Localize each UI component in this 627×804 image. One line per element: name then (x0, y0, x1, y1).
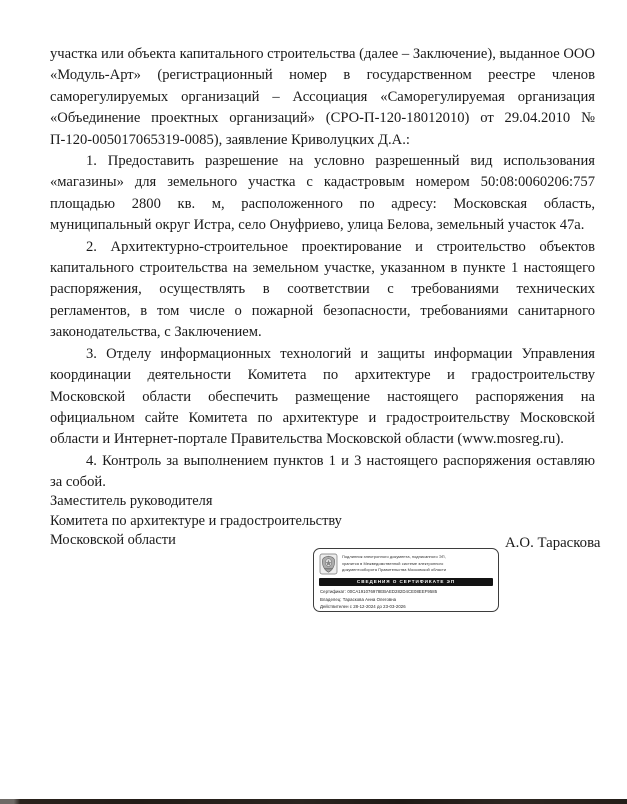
stamp-certificate-serial: Сертификат: 00CA191076978EBAED282D4CE08EEF9585 (320, 589, 438, 595)
stamp-certificate-details (319, 588, 493, 610)
signatory-name: А.О. Тараскова (505, 535, 601, 551)
paragraph-item-3: 3. Отделу информационных технологий и защиты информации Управления координации деятельности Комитета по архитектуре и градостроительству Московской области обеспечить размещение настоящего распоряжения на официальном сайте Комитета по архитектуре и градостроительству Московской области и Интернет-портале Правительства Московской области (www.mosreg.ru). (50, 345, 595, 448)
stamp-notice-line-1: Подлинник электронного документа, подписанного ЭП, (342, 554, 446, 559)
paragraph-item-2: 2. Архитектурно-строительное проектирование и строительство объектов капитального строительства на земельном участке, указанном в пункте 1 настоящего распоряжения, осуществлять в соответствии с требованиями технических регламентов, в том числе о пожарной безопасности, требованиями санитарного законодательства, с Заключением. (50, 238, 595, 341)
paragraph-item-4: 4. Контроль за выполнением пунктов 1 и 3 настоящего распоряжения оставляю за собой. (50, 452, 595, 491)
paragraph-item-1: 1. Предоставить разрешение на условно разрешенный вид использования «магазины» для земельного участка с кадастровым номером 50:08:0060206:757 площадью 2800 кв. м, расположенного по адресу: Московская область, муниципальный округ Истра, село Онуфриево, улица Белова, земельный участок 47а. (50, 153, 595, 234)
document-body (50, 44, 595, 494)
stamp-notice-line-3: документооборота Правительства Московской области (342, 567, 447, 573)
signatory-role-line-2: Комитета по архитектуре и градостроительству (50, 512, 342, 529)
signatory-role (50, 492, 350, 551)
signatory-role-line-1: Заместитель руководителя (50, 493, 213, 509)
stamp-notice-text (342, 553, 493, 574)
signatory-role-line-3: Московской области (50, 532, 176, 549)
signature-block (50, 492, 601, 622)
stamp-certificate-banner: СВЕДЕНИЯ О СЕРТИФИКАТЕ ЭП (319, 578, 493, 586)
stamp-certificate-owner: Владелец: Тараскова Анна Олеговна (320, 596, 397, 602)
stamp-certificate-validity: Действителен с 28-12-2024 до 23-03-2026 (320, 604, 406, 610)
paragraph-preamble: участка или объекта капитального строительства (далее – Заключение), выданное ООО «Модуль-Арт» (регистрационный номер в государственном реестре членов саморегулируемых организаций – Ассоциация «Саморегулируемая организация «Объединение проектных организаций» (СРО-П-120-18012010) от 29.04.2010 № П-120-005017065319-0085), заявление Криволуцких Д.А.: (50, 46, 595, 148)
scan-edge-artifact (0, 799, 627, 804)
stamp-header (319, 553, 493, 577)
electronic-signature-stamp (313, 548, 499, 612)
stamp-notice-line-2: хранится в Межведомственной системе электронного (342, 560, 444, 566)
coat-of-arms-icon (319, 553, 338, 575)
